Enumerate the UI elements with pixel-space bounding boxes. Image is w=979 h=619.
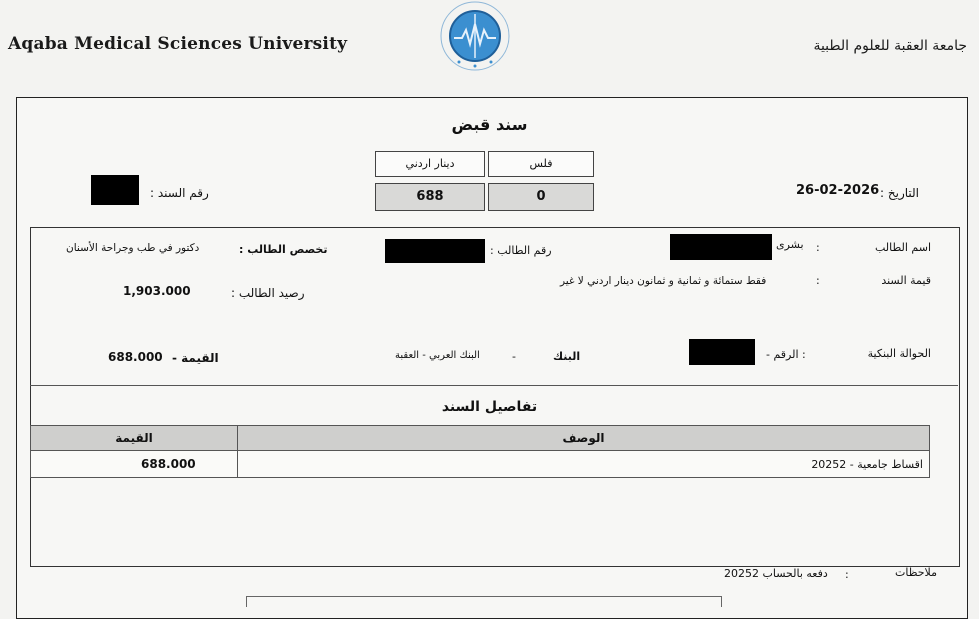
university-name-en: Aqaba Medical Sciences University [8, 34, 348, 54]
bank-name: البنك العربي - العقبة [395, 350, 480, 361]
dinar-amount: 688 [375, 183, 485, 211]
notes-value: دفعه بالحساب 20252 [724, 567, 828, 580]
divider [30, 385, 958, 386]
receipt-number-label: رقم السند : [150, 186, 209, 200]
amount-in-words: فقط ستمائة و ثمانية و ثمانون دينار اردني لا غير [560, 275, 767, 287]
receipt-title: سند قبض [451, 115, 528, 134]
university-seal-icon [436, 0, 514, 78]
amount-label: قيمة السند [881, 274, 931, 287]
transfer-number-label: : الرقم - [766, 348, 806, 361]
balance-value: 1,903.000 [123, 284, 191, 298]
table-row [31, 451, 930, 478]
details-title: تفاصيل السند [441, 399, 538, 415]
col-desc-header: الوصف [238, 426, 930, 451]
row-desc: اقساط جامعية - 20252 [238, 451, 930, 478]
university-name-ar: جامعة العقبة للعلوم الطبية [813, 38, 967, 54]
major-label: تخصص الطالب : [239, 243, 328, 256]
receipt-number-redacted [91, 175, 139, 205]
student-name-label: اسم الطالب [874, 241, 931, 254]
transfer-number-redacted [689, 339, 755, 365]
balance-label: رصيد الطالب : [231, 286, 305, 300]
student-id-label: رقم الطالب : [490, 244, 552, 257]
student-name-colon: : [816, 241, 820, 254]
fils-amount: 0 [488, 183, 594, 211]
receipt-date: 26-02-2026 [796, 183, 880, 198]
student-name-prefix: بشرى [776, 238, 804, 251]
student-info-box [30, 227, 960, 567]
fils-header: فلس [488, 151, 594, 177]
details-table [30, 425, 930, 478]
transfer-label: الحوالة البنكية [867, 347, 931, 360]
signature-field [246, 596, 722, 607]
dinar-header: دينار اردني [375, 151, 485, 177]
notes-colon: : [845, 568, 849, 581]
date-label: التاريخ : [880, 186, 920, 200]
bank-dash: - [512, 350, 516, 363]
transfer-value: 688.000 [108, 350, 163, 364]
col-value-header: القيمة [31, 426, 238, 451]
major-value: دكتور في طب وجراحة الأسنان [66, 242, 200, 254]
student-id-redacted [385, 239, 485, 263]
transfer-value-label: القيمة - [172, 351, 219, 365]
row-value: 688.000 [31, 451, 238, 478]
notes-label: ملاحظات [895, 566, 937, 579]
amount-colon: : [816, 274, 820, 287]
bank-label: البنك [553, 350, 581, 363]
student-name-redacted [670, 234, 772, 260]
